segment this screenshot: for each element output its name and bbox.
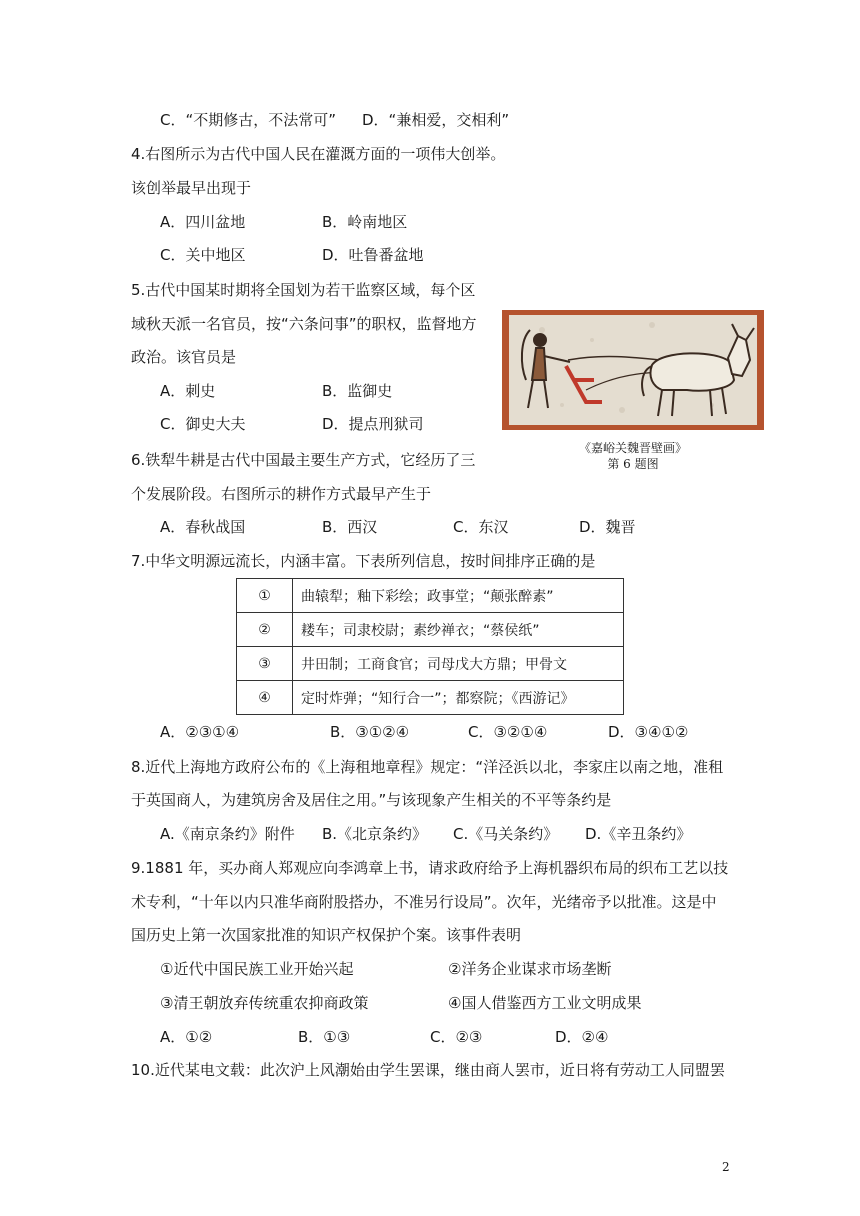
q5-stem-line1: 5.古代中国某时期将全国划为若干监察区域，每个区 [131,281,476,299]
q4-stem-line1: 4.右图所示为古代中国人民在灌溉方面的一项伟大创举。 [131,145,506,163]
q6-option-b: B．西汉 [322,518,378,536]
table-cell-text: 曲辕犁；釉下彩绘；政事堂；“颠张醉素” [293,579,624,613]
q9-statement-3: ③清王朝放弃传统重农抑商政策 [160,994,369,1012]
q9-statement-2: ②洋务企业谋求市场垄断 [448,960,612,978]
q8-option-c: C.《马关条约》 [453,825,559,843]
table-cell-text: 耧车；司隶校尉；素纱禅衣；“蔡侯纸” [293,613,624,647]
q3-option-d: D．“兼相爱，交相利” [362,111,510,129]
q9-statement-4: ④国人借鉴西方工业文明成果 [448,994,642,1012]
q7-option-d: D．③④①② [608,723,689,741]
q4-option-b: B．岭南地区 [322,213,408,231]
q6-stem-line2: 个发展阶段。右图所示的耕作方式最早产生于 [131,485,432,503]
table-cell-number: ① [237,579,293,613]
table-cell-number: ④ [237,681,293,715]
q9-stem-line2: 术专利，“十年以内只准华商附股搭办，不准另行设局”。次年，光绪帝予以批准。这是中 [131,893,717,911]
q9-stem-line1: 9.1881 年，买办商人郑观应向李鸿章上书，请求政府给予上海机器织布局的织布工艺以技 [131,859,729,877]
q7-option-b: B．③①②④ [330,723,410,741]
q7-sequence-table [236,578,624,715]
q5-option-a: A．刺史 [160,382,216,400]
figure-caption-label: 第 6 题图 [607,457,659,471]
q5-stem-line2: 域秋天派一名官员，按“六条问事”的职权，监督地方 [131,315,477,333]
q3-option-c: C．“不期修古，不法常可” [160,111,337,129]
q5-option-b: B．监御史 [322,382,393,400]
q9-option-d: D．②④ [555,1028,609,1046]
mural-painting-image [502,310,764,430]
q7-stem: 7.中华文明源远流长，内涵丰富。下表所列信息，按时间排序正确的是 [131,552,596,570]
q10-stem-line1: 10.近代某电文载：此次沪上风潮始由学生罢课，继由商人罢市，近日将有劳动工人同盟罢 [131,1061,725,1079]
q4-stem-line2: 该创举最早出现于 [131,179,252,197]
q7-option-c: C．③②①④ [468,723,548,741]
q6-option-a: A．春秋战国 [160,518,246,536]
q6-option-d: D．魏晋 [579,518,636,536]
q5-option-d: D．提点刑狱司 [322,415,424,433]
figure-caption-title: 《嘉峪关魏晋壁画》 [578,441,687,455]
q9-option-b: B．①③ [298,1028,351,1046]
q5-option-c: C．御史大夫 [160,415,246,433]
q9-stem-line3: 国历史上第一次国家批准的知识产权保护个案。该事件表明 [131,926,522,944]
q5-stem-line3: 政治。该官员是 [131,348,237,366]
q8-option-b: B.《北京条约》 [322,825,428,843]
table-cell-text: 定时炸弹；“知行合一”；都察院；《西游记》 [293,681,624,715]
table-row [237,613,624,647]
q8-stem-line1: 8.近代上海地方政府公布的《上海租地章程》规定：“洋泾浜以北，李家庄以南之地，准租 [131,758,724,776]
q6-stem-line1: 6.铁犁牛耕是古代中国最主要生产方式，它经历了三 [131,451,476,469]
q8-stem-line2: 于英国商人，为建筑房舍及居住之用。”与该现象产生相关的不平等条约是 [131,791,612,809]
q7-option-a: A．②③①④ [160,723,240,741]
q8-option-d: D.《辛丑条约》 [585,825,692,843]
q4-option-a: A．四川盆地 [160,213,246,231]
q9-statement-1: ①近代中国民族工业开始兴起 [160,960,354,978]
table-cell-number: ② [237,613,293,647]
table-cell-text: 井田制；工商食官；司母戊大方鼎；甲骨文 [293,647,624,681]
q9-option-a: A．①② [160,1028,213,1046]
q4-option-d: D．吐鲁番盆地 [322,246,424,264]
q9-option-c: C．②③ [430,1028,483,1046]
table-row [237,647,624,681]
table-cell-number: ③ [237,647,293,681]
q4-option-c: C．关中地区 [160,246,246,264]
q8-option-a: A.《南京条约》附件 [160,825,295,843]
table-row [237,681,624,715]
table-row [237,579,624,613]
page-number: 2 [722,1160,730,1174]
q6-option-c: C．东汉 [453,518,509,536]
